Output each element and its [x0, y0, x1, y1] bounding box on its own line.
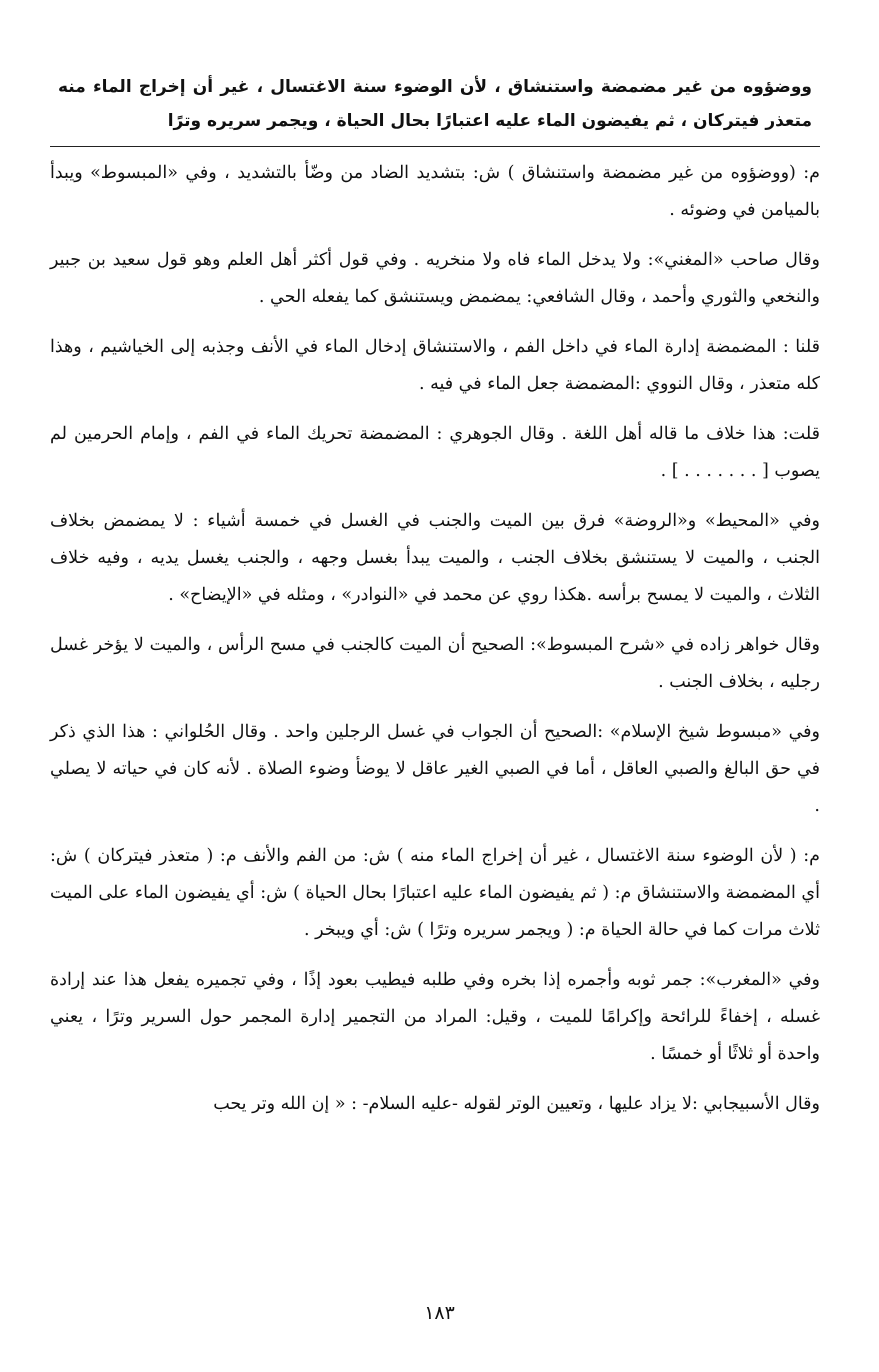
separator-rule [50, 146, 820, 147]
commentary-paragraph: قلنا : المضمضة إدارة الماء في داخل الفم ، والاستنشاق إدخال الماء في الأنف وجذبه إلى الخياشيم ، وهذا كله متعذر ، وقال النووي :المضمضة جعل الماء في فيه . [50, 337, 820, 394]
commentary-paragraph: وفي «مبسوط شيخ الإسلام» :الصحيح أن الجواب في غسل الرجلين واحد . وقال الحُلواني : هذا الذي ذكر في حق البالغ والصبي العاقل ، أما في الصبي الغير عاقل لا يوضأ وضوء الصلاة . لأنه كان في حياته لا يصلي . [50, 722, 820, 816]
commentary-paragraph: وفي «المغرب»: جمر ثوبه وأجمره إذا بخره وفي طلبه فيطيب بعود إذًا ، وفي تجميره يفعل هذا عند إرادة غسله ، إخفاءً للرائحة وإكرامًا للميت ، وقيل: المراد من التجمير إدارة المجمر حول السرير وترًا ، يعني واحدة أو ثلاثًا أو خمسًا . [50, 970, 820, 1064]
commentary-paragraph: قلت: هذا خلاف ما قاله أهل اللغة . وقال الجوهري : المضمضة تحريك الماء في الفم ، وإمام الحرمين لم يصوب [ . . . . . . . ] . [50, 424, 820, 481]
page-body [50, 70, 820, 1136]
commentary-paragraph: وفي «المحيط» و«الروضة» فرق بين الميت والجنب في الغسل في خمسة أشياء : لا يمضمض بخلاف الجنب ، والميت لا يستنشق بخلاف الجنب ، والميت يبدأ بغسل وجهه ، والجنب يغسل يديه ، وفيه خلاف الثلاث ، والميت لا يمسح برأسه .هكذا روي عن محمد في «النوادر» ، ومثله في «الإيضاح» . [50, 511, 820, 605]
commentary-paragraph: وقال الأسبيجابي :لا يزاد عليها ، وتعيين الوتر لقوله -عليه السلام- : « إن الله وتر يحب [213, 1094, 820, 1114]
commentary-paragraph: وقال صاحب «المغني»: ولا يدخل الماء فاه ولا منخريه . وفي قول أكثر أهل العلم وهو قول سعيد بن جبير والنخعي والثوري وأحمد ، وقال الشافعي: يمضمض ويستنشق كما يفعله الحي . [50, 250, 820, 307]
matn-text: ووضؤوه من غير مضمضة واستنشاق ، لأن الوضوء سنة الاغتسال ، غير أن إخراج الماء منه متعذر فيتركان ، ثم يفيضون الماء عليه اعتبارًا بحال الحياة ، ويجمر سريره وترًا [58, 77, 812, 131]
commentary-paragraph: م: (ووضؤوه من غير مضمضة واستنشاق ) ش: بتشديد الضاد من وضّأ بالتشديد ، وفي «المبسوط» ويبدأ بالميامن في وضوئه . [50, 163, 820, 220]
commentary-paragraph: وقال خواهر زاده في «شرح المبسوط»: الصحيح أن الميت كالجنب في مسح الرأس ، والميت لا يؤخر غسل رجليه ، بخلاف الجنب . [50, 635, 820, 692]
page-number: ١٨٣ [424, 1302, 455, 1324]
commentary-paragraph: م: ( لأن الوضوء سنة الاغتسال ، غير أن إخراج الماء منه ) ش: من الفم والأنف م: ( متعذر فيتركان ) ش: أي المضمضة والاستنشاق م: ( ثم يفيضون الماء عليه اعتبارًا بحال الحياة ) ش: أي يفيضون الماء على الميت ثلاث مرات كما في حالة الحياة م: ( ويجمر سريره وترًا ) ش: أي ويبخر . [50, 846, 820, 940]
